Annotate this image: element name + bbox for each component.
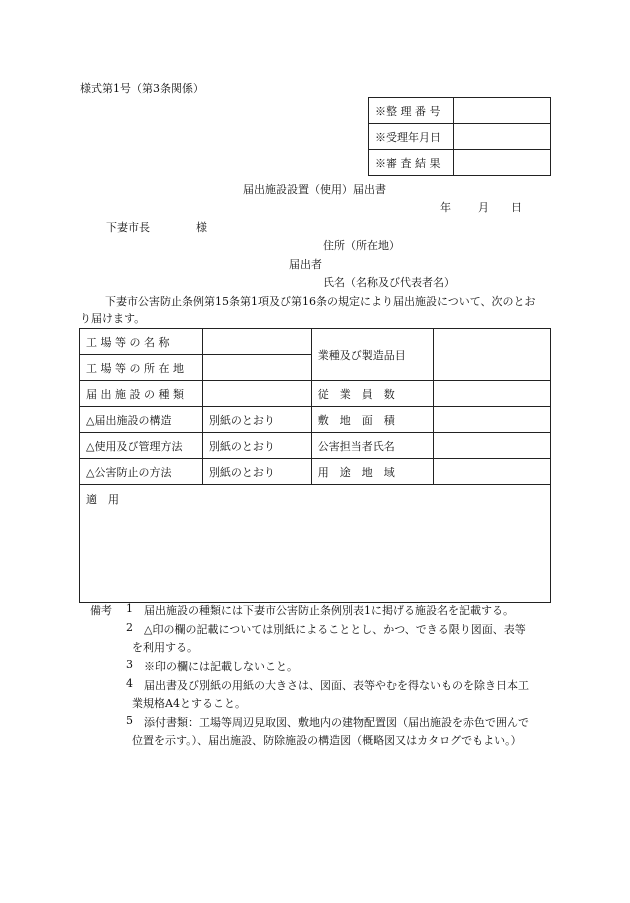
field-zoning[interactable] — [433, 459, 550, 485]
label-remarks: 適 用 — [86, 493, 119, 506]
note-line: を利用する。 — [132, 641, 198, 654]
facility-table — [79, 328, 551, 603]
note-number: 3 — [126, 658, 133, 671]
field-structure[interactable]: 別紙のとおり — [202, 407, 311, 433]
notes-heading: 備考 — [90, 604, 112, 617]
intro-line-2: り届けます。 — [80, 312, 146, 325]
label-facility-type: 届 出 施 設 の 種 類 — [80, 381, 203, 407]
label-pollution-manager: 公害担当者氏名 — [311, 433, 433, 459]
admin-value-reference-number[interactable] — [454, 98, 551, 124]
table-row — [80, 485, 551, 603]
field-factory-location[interactable] — [202, 355, 311, 381]
field-facility-type[interactable] — [202, 381, 311, 407]
note-line: 届出書及び別紙の用紙の大きさは、図面、表等やむを得ないものを除き日本工 — [144, 679, 529, 692]
admin-row-review-result — [369, 150, 551, 176]
intro-line-1: 下妻市公害防止条例第15条第1項及び第16条の規定により届出施設について、次のとお — [105, 295, 536, 308]
remarks-field[interactable] — [80, 485, 551, 603]
admin-label-receipt-date: ※受理年月日 — [369, 124, 454, 150]
note-line: 届出施設の種類には下妻市公害防止条例別表1に掲げる施設名を記載する。 — [144, 604, 514, 617]
form-number: 様式第1号（第3条関係） — [80, 82, 204, 95]
date-month: 月 — [478, 201, 489, 214]
admin-value-review-result[interactable] — [454, 150, 551, 176]
label-usage: △使用及び管理方法 — [80, 433, 203, 459]
addressee-name: 下妻市長 — [106, 221, 150, 234]
field-employees[interactable] — [433, 381, 550, 407]
field-site-area[interactable] — [433, 407, 550, 433]
admin-label-reference-number: ※整 理 番 号 — [369, 98, 454, 124]
admin-row-receipt-date — [369, 124, 551, 150]
applicant-name-label: 氏名（名称及び代表者名） — [323, 276, 455, 289]
label-site-area: 敷 地 面 積 — [311, 407, 433, 433]
table-row — [80, 407, 551, 433]
label-prevention: △公害防止の方法 — [80, 459, 203, 485]
field-pollution-manager[interactable] — [433, 433, 550, 459]
admin-label-review-result: ※審 査 結 果 — [369, 150, 454, 176]
note-line: 添付書類：工場等周辺見取図、敷地内の建物配置図（届出施設を赤色で囲んで — [144, 716, 529, 729]
label-factory-location: 工 場 等 の 所 在 地 — [80, 355, 203, 381]
date-day: 日 — [511, 201, 522, 214]
field-factory-name[interactable] — [202, 329, 311, 355]
note-line: △印の欄の記載については別紙によることとし、かつ、できる限り図面、表等 — [144, 623, 526, 636]
table-row — [80, 459, 551, 485]
note-line: 位置を示す。）、届出施設、防除施設の構造図（概略図又はカタログでもよい。） — [132, 734, 522, 747]
note-number: 1 — [126, 602, 133, 615]
field-usage[interactable]: 別紙のとおり — [202, 433, 311, 459]
label-employees: 従 業 員 数 — [311, 381, 433, 407]
table-row — [80, 329, 551, 355]
note-number: 2 — [126, 621, 133, 634]
admin-box — [368, 97, 551, 176]
field-industry[interactable] — [433, 329, 550, 381]
document-title: 届出施設設置（使用）届出書 — [243, 183, 386, 196]
note-number: 4 — [126, 677, 133, 690]
field-prevention[interactable]: 別紙のとおり — [202, 459, 311, 485]
addressee-honorific: 様 — [196, 221, 207, 234]
table-row — [80, 433, 551, 459]
date-year: 年 — [440, 201, 451, 214]
label-factory-name: 工 場 等 の 名 称 — [80, 329, 203, 355]
applicant-address-label: 住所（所在地） — [323, 239, 400, 252]
admin-value-receipt-date[interactable] — [454, 124, 551, 150]
admin-row-reference-number — [369, 98, 551, 124]
applicant-role: 届出者 — [289, 258, 322, 271]
table-row — [80, 381, 551, 407]
note-line: ※印の欄には記載しないこと。 — [144, 660, 298, 673]
label-structure: △届出施設の構造 — [80, 407, 203, 433]
note-line: 業規格A4とすること。 — [132, 697, 246, 710]
note-number: 5 — [126, 714, 133, 727]
label-zoning: 用 途 地 域 — [311, 459, 433, 485]
label-industry: 業種及び製造品目 — [311, 329, 433, 381]
